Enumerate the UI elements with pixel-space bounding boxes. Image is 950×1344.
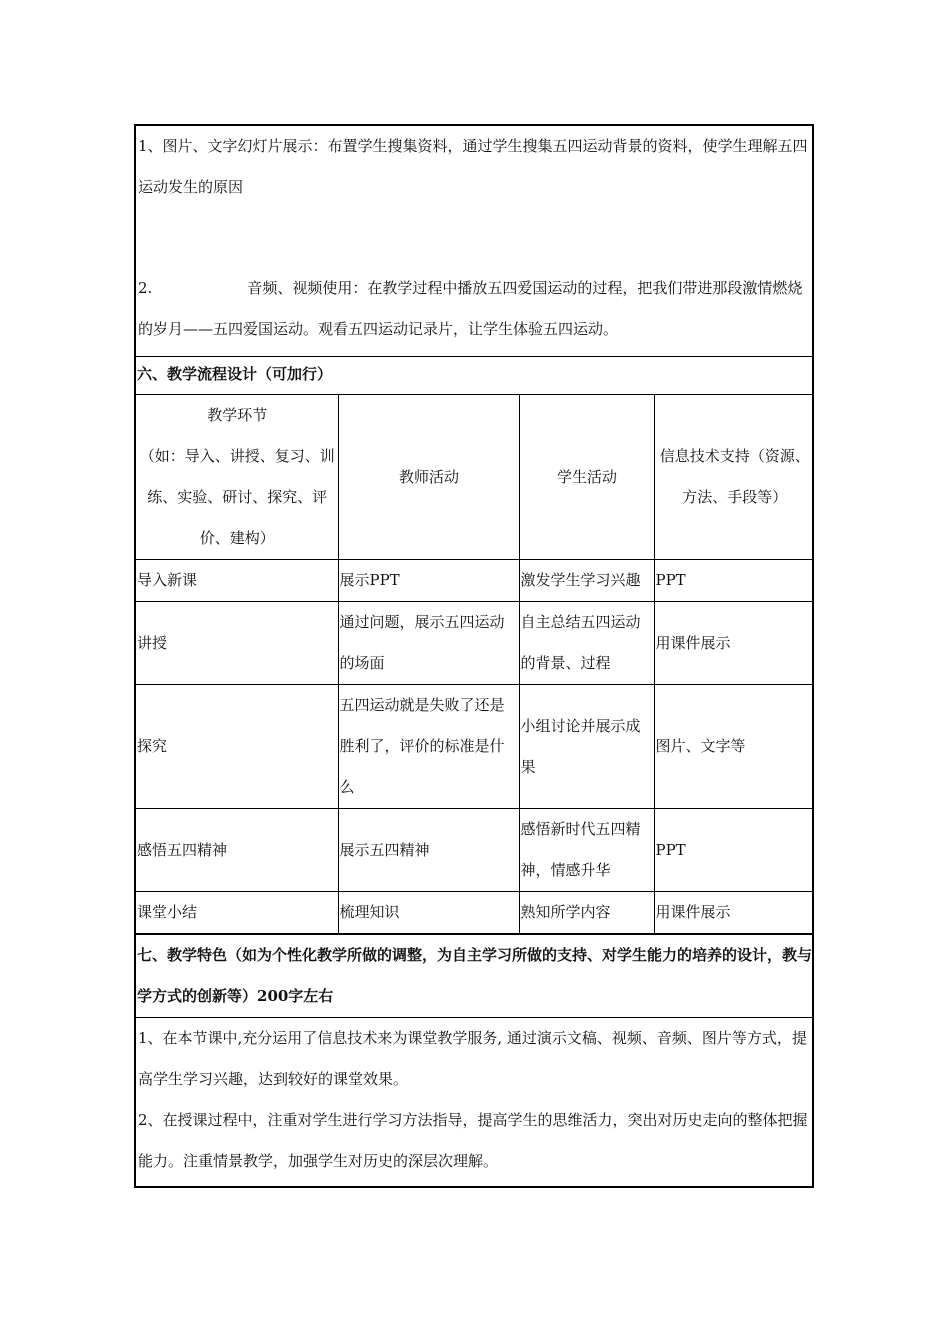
cell-student: 自主总结五四运动的背景、过程: [519, 602, 654, 685]
section-7-body: [136, 1018, 812, 1186]
header-stage-examples: （如：导入、讲授、复习、训练、实验、研讨、探究、评价、建构）: [139, 447, 335, 547]
cell-teacher: 通过问题，展示五四运动的场面: [338, 602, 519, 685]
cell-stage: 讲授: [136, 602, 338, 685]
section-7-title: 七、教学特色（如为个性化教学所做的调整，为自主学习所做的支持、对学生能力的培养的设计，教与学方式的创新等）200字左右: [136, 934, 812, 1018]
cell-teacher: 展示PPT: [338, 560, 519, 602]
intro-item-2-text: 音频、视频使用：在教学过程中播放五四爱国运动的过程，把我们带进那段激情燃烧的岁月——五四爱国运动。观看五四运动记录片，让学生体验五四运动。: [138, 279, 803, 338]
table-row: [136, 685, 814, 809]
intro-item-2: [137, 268, 810, 350]
tech-usage-section: [136, 126, 812, 357]
table-row: [136, 892, 814, 934]
feature-item-1: 1、在本节课中,充分运用了信息技术来为课堂教学服务, 通过演示文稿、视频、音频、图片等方式，提高学生学习兴趣，达到较好的课堂效果。: [138, 1029, 807, 1088]
cell-stage: 导入新课: [136, 560, 338, 602]
cell-student: 熟知所学内容: [519, 892, 654, 934]
table-row: [136, 809, 814, 892]
cell-teacher: 梳理知识: [338, 892, 519, 934]
cell-tech: PPT: [654, 560, 814, 602]
cell-student: 感悟新时代五四精神，情感升华: [519, 809, 654, 892]
cell-student: 激发学生学习兴趣: [519, 560, 654, 602]
header-student: 学生活动: [519, 395, 654, 560]
cell-stage: 感悟五四精神: [136, 809, 338, 892]
cell-stage: 课堂小结: [136, 892, 338, 934]
section-6-title: 六、教学流程设计（可加行）: [136, 357, 812, 395]
cell-tech: 用课件展示: [654, 892, 814, 934]
cell-tech: 用课件展示: [654, 602, 814, 685]
cell-tech: 图片、文字等: [654, 685, 814, 809]
header-tech: 信息技术支持（资源、方法、手段等）: [654, 395, 814, 560]
cell-teacher: 展示五四精神: [338, 809, 519, 892]
cell-stage: 探究: [136, 685, 338, 809]
table-row: [136, 560, 814, 602]
feature-item-2: 2、在授课过程中，注重对学生进行学习方法指导，提高学生的思维活力，突出对历史走向的整体把握能力。注重情景教学，加强学生对历史的深层次理解。: [138, 1111, 808, 1170]
cell-student: 小组讨论并展示成果: [519, 685, 654, 809]
lesson-plan-frame: [134, 124, 814, 1188]
document-page: [134, 124, 814, 1188]
table-header-row: [136, 395, 814, 560]
header-stage: [136, 395, 338, 560]
intro-item-2-number: 2.: [138, 279, 153, 297]
teaching-flow-table: [136, 395, 814, 934]
table-row: [136, 602, 814, 685]
header-teacher: 教师活动: [338, 395, 519, 560]
cell-teacher: 五四运动就是失败了还是胜利了，评价的标准是什么: [338, 685, 519, 809]
cell-tech: PPT: [654, 809, 814, 892]
header-stage-title: 教学环节: [207, 406, 268, 424]
intro-item-1: 1、图片、文字幻灯片展示：布置学生搜集资料，通过学生搜集五四运动背景的资料，使学生理解五四运动发生的原因: [138, 137, 808, 196]
